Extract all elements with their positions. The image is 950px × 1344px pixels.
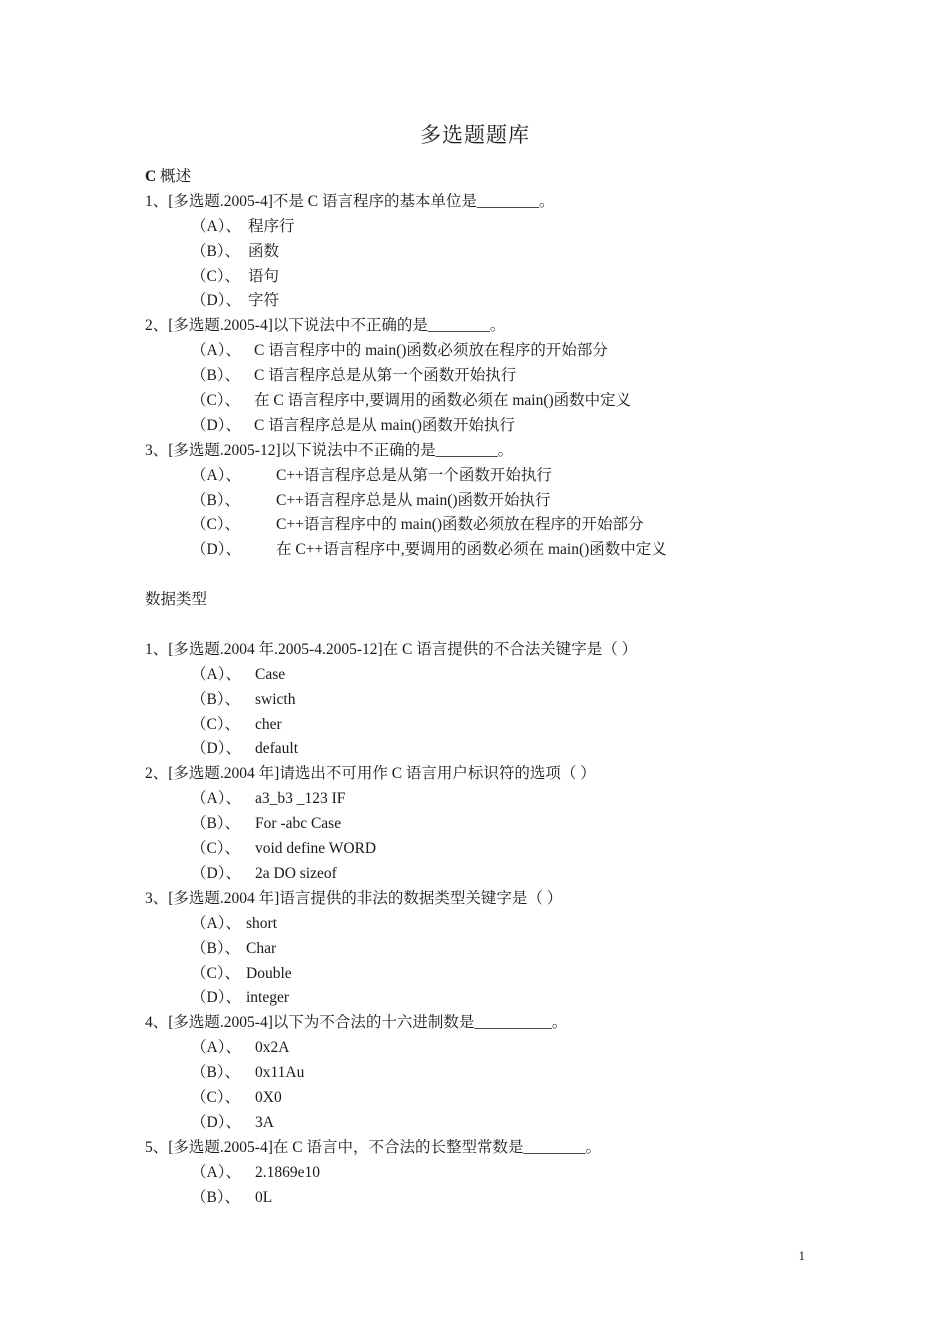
option-text: 函数 xyxy=(248,242,280,260)
option-label: （C）、 xyxy=(191,516,241,534)
option-text: 0L xyxy=(255,1188,273,1206)
option-text: Double xyxy=(246,964,292,982)
question xyxy=(145,1136,845,1211)
option-text: 语句 xyxy=(248,267,280,285)
document-body xyxy=(145,165,845,1210)
option xyxy=(145,862,845,887)
option-text: Case xyxy=(255,665,286,683)
option xyxy=(145,1086,845,1111)
question xyxy=(145,439,845,563)
option-text: C 语言程序总是从第一个函数开始执行 xyxy=(254,367,517,385)
option-text: default xyxy=(255,740,299,758)
question xyxy=(145,314,845,438)
section-heading-bold: C xyxy=(145,168,157,185)
option-text: C 语言程序总是从 main()函数开始执行 xyxy=(254,416,515,434)
option xyxy=(145,1061,845,1086)
option xyxy=(145,986,845,1011)
option-text: void define WORD xyxy=(255,840,377,858)
option xyxy=(145,289,845,314)
option-text: Char xyxy=(246,939,277,957)
option-label: （D）、 xyxy=(191,1113,241,1131)
option xyxy=(145,389,845,414)
option-text: 3A xyxy=(255,1113,274,1131)
option xyxy=(145,489,845,514)
option xyxy=(145,663,845,688)
option-label: （A）、 xyxy=(191,1163,241,1181)
question xyxy=(145,1011,845,1135)
option-text: C 语言程序中的 main()函数必须放在程序的开始部分 xyxy=(254,342,608,360)
option-text: 在 C 语言程序中,要调用的函数必须在 main()函数中定义 xyxy=(254,392,632,410)
option-text: 在 C++语言程序中,要调用的函数必须在 main()函数中定义 xyxy=(276,541,667,559)
spacer xyxy=(145,563,845,588)
option-label: （A）、 xyxy=(191,1039,241,1057)
option-label: （D）、 xyxy=(191,292,241,310)
option-label: （C）、 xyxy=(191,840,241,858)
option xyxy=(145,737,845,762)
option xyxy=(145,787,845,812)
option xyxy=(145,513,845,538)
option xyxy=(145,414,845,439)
option-label: （D）、 xyxy=(191,740,241,758)
page-title: 多选题题库 xyxy=(420,123,530,147)
option-label: （D）、 xyxy=(191,989,241,1007)
option-label: （C）、 xyxy=(191,1088,241,1106)
option xyxy=(145,962,845,987)
question xyxy=(145,762,845,886)
option xyxy=(145,937,845,962)
question-text: 3、[多选题.2004 年]语言提供的非法的数据类型关键字是（ ） xyxy=(145,889,563,907)
option-label: （B）、 xyxy=(191,242,241,260)
spacer xyxy=(145,613,845,638)
option-label: （B）、 xyxy=(191,491,241,509)
option-label: （B）、 xyxy=(191,815,241,833)
option xyxy=(145,538,845,563)
option-label: （C）、 xyxy=(191,715,241,733)
section-heading xyxy=(145,165,845,190)
option xyxy=(145,240,845,265)
question-text: 1、[多选题.2004 年.2005-4.2005-12]在 C 语言提供的不合法关键字是（ ） xyxy=(145,640,638,658)
option-label: （D）、 xyxy=(191,864,241,882)
option-label: （A）、 xyxy=(191,466,241,484)
option-text: integer xyxy=(246,989,290,1007)
section-heading: 数据类型 xyxy=(145,591,208,609)
option xyxy=(145,265,845,290)
option xyxy=(145,1161,845,1186)
question xyxy=(145,638,845,762)
option-label: （A）、 xyxy=(191,914,241,932)
option xyxy=(145,364,845,389)
option-label: （A）、 xyxy=(191,217,241,235)
option-label: （A）、 xyxy=(191,790,241,808)
option-text: 程序行 xyxy=(248,217,295,235)
option-label: （C）、 xyxy=(191,964,241,982)
option-text: a3_b3 _123 IF xyxy=(255,790,346,808)
option xyxy=(145,912,845,937)
question-text: 2、[多选题.2005-4]以下说法中不正确的是________。 xyxy=(145,317,506,335)
question-text: 1、[多选题.2005-4]不是 C 语言程序的基本单位是________。 xyxy=(145,192,555,210)
option-text: C++语言程序中的 main()函数必须放在程序的开始部分 xyxy=(276,516,644,534)
option-text: 0X0 xyxy=(255,1088,282,1106)
question xyxy=(145,887,845,1011)
option xyxy=(145,1036,845,1061)
option-label: （C）、 xyxy=(191,267,241,285)
option xyxy=(145,464,845,489)
option-label: （B）、 xyxy=(191,1188,241,1206)
option xyxy=(145,713,845,738)
option-text: C++语言程序总是从 main()函数开始执行 xyxy=(276,491,551,509)
option-label: （B）、 xyxy=(191,1064,241,1082)
option-text: 2a DO sizeof xyxy=(255,864,337,882)
option xyxy=(145,837,845,862)
section-data-types xyxy=(145,588,845,1210)
option-label: （A）、 xyxy=(191,665,241,683)
option-text: 0x11Au xyxy=(255,1064,305,1082)
option xyxy=(145,339,845,364)
option-text: short xyxy=(246,914,277,932)
question xyxy=(145,190,845,314)
question-text: 3、[多选题.2005-12]以下说法中不正确的是________。 xyxy=(145,441,514,459)
section-heading-rest: 概述 xyxy=(156,168,192,185)
option xyxy=(145,1111,845,1136)
option-text: 2.1869e10 xyxy=(255,1163,321,1181)
question-text: 4、[多选题.2005-4]以下为不合法的十六进制数是__________。 xyxy=(145,1014,568,1032)
option-label: （D）、 xyxy=(191,416,241,434)
option-label: （B）、 xyxy=(191,939,241,957)
option xyxy=(145,215,845,240)
page-number: 1 xyxy=(798,1248,805,1263)
section-c-overview xyxy=(145,165,845,563)
option-label: （C）、 xyxy=(191,392,241,410)
option xyxy=(145,688,845,713)
option xyxy=(145,812,845,837)
question-text: 5、[多选题.2005-4]在 C 语言中，不合法的长整型常数是________。 xyxy=(145,1138,601,1156)
option-label: （B）、 xyxy=(191,690,241,708)
option-text: For -abc Case xyxy=(255,815,342,833)
option-label: （D）、 xyxy=(191,541,241,559)
option-text: 0x2A xyxy=(255,1039,290,1057)
option-label: （B）、 xyxy=(191,367,241,385)
option-text: 字符 xyxy=(248,292,280,310)
option-text: C++语言程序总是从第一个函数开始执行 xyxy=(276,466,552,484)
option xyxy=(145,1186,845,1211)
option-text: swicth xyxy=(255,690,296,708)
question-text: 2、[多选题.2004 年]请选出不可用作 C 语言用户标识符的选项（ ） xyxy=(145,765,596,783)
option-text: cher xyxy=(255,715,282,733)
option-label: （A）、 xyxy=(191,342,241,360)
